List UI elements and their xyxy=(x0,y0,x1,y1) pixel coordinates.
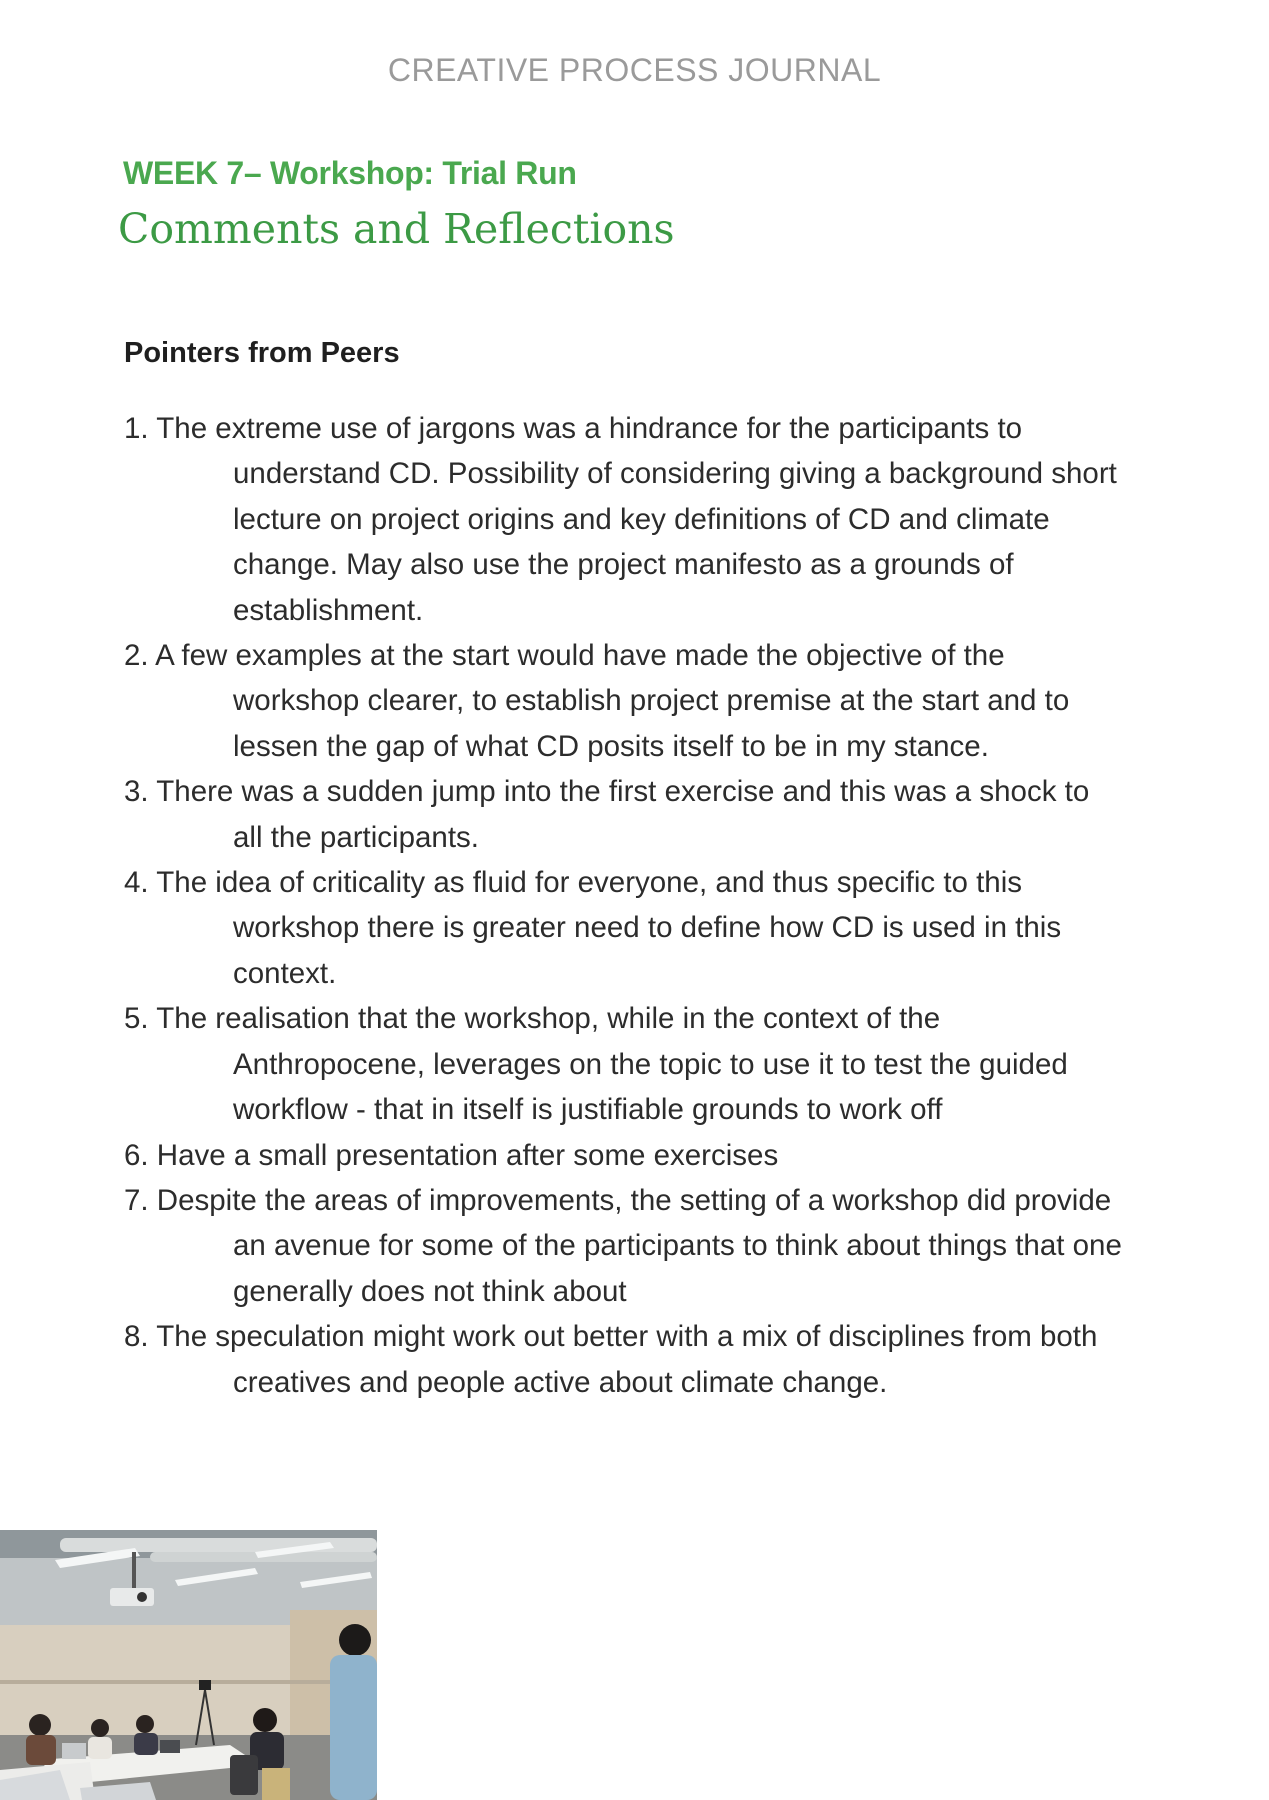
list-item: 5. The realisation that the workshop, while in the context of the Anthropocene, leverages on the topic to use it to test the guided workflow - that in itself is justifiable grounds to work off xyxy=(124,1002,1068,1127)
workshop-photo xyxy=(0,1530,377,1800)
list-item: 4. The idea of criticality as fluid for everyone, and thus specific to this workshop there is greater need to define how CD is used in this context. xyxy=(124,866,1062,990)
list-item: 6. Have a small presentation after some exercises xyxy=(124,1138,779,1172)
section-title: Comments and Reflections xyxy=(118,205,675,253)
pointer-list xyxy=(124,406,1124,1405)
week-title: WEEK 7– Workshop: Trial Run xyxy=(123,155,577,191)
subheading: Pointers from Peers xyxy=(124,337,400,369)
list-item: 7. Despite the areas of improvements, the setting of a workshop did provide an avenue for some of the participants to think about things that one generally does not think about xyxy=(124,1183,1122,1308)
list-item: 3. There was a sudden jump into the first exercise and this was a shock to all the participants. xyxy=(124,775,1090,854)
list-item: 8. The speculation might work out better with a mix of disciplines from both creatives and people active about climate change. xyxy=(124,1320,1098,1399)
journal-header: CREATIVE PROCESS JOURNAL xyxy=(387,52,882,88)
list-item: 2. A few examples at the start would have made the objective of the workshop clearer, to establish project premise at the start and to lessen the gap of what CD posits itself to be in my stance. xyxy=(124,639,1070,763)
list-item: 1. The extreme use of jargons was a hindrance for the participants to understand CD. Possibility of considering giving a background short lecture on project origins and key definitions of CD and climate change. May also use the project manifesto as a grounds of establishment. xyxy=(124,412,1117,627)
